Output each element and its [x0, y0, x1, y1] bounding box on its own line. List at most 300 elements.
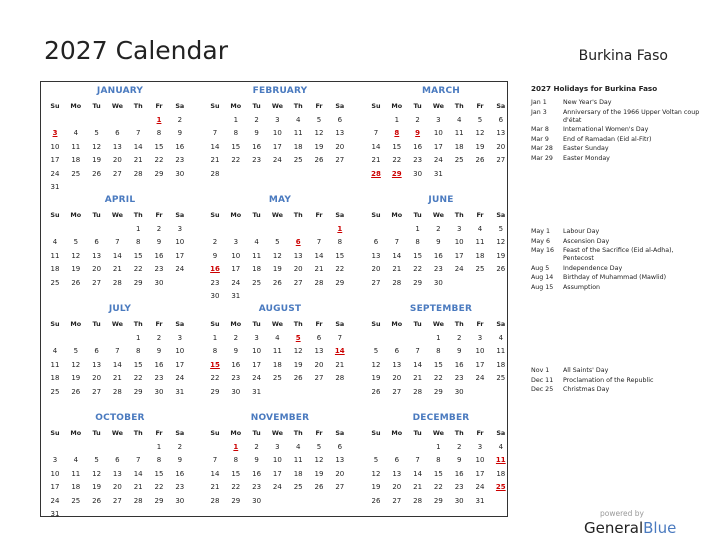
day-cell: 20 — [92, 374, 102, 383]
day-cell: 25 — [475, 265, 485, 274]
day-cell: 31 — [433, 169, 443, 178]
day-cell: 21 — [112, 265, 122, 274]
day-cell: 28 — [314, 278, 324, 287]
day-cell: 12 — [475, 129, 485, 138]
weekday-header: Tu — [252, 429, 261, 437]
day-cell: 11 — [475, 238, 485, 247]
day-cell: 24 — [475, 374, 485, 383]
day-cell: 21 — [335, 360, 345, 369]
weekday-header: Th — [454, 211, 464, 219]
holiday-item — [531, 265, 701, 273]
day-cell: 18 — [71, 483, 81, 492]
month-july — [45, 304, 195, 409]
day-cell: 21 — [210, 156, 220, 165]
month-august — [205, 304, 355, 409]
day-cell: 20 — [92, 265, 102, 274]
day-cell: 22 — [154, 483, 164, 492]
holiday-item — [531, 274, 701, 282]
weekday-header: We — [432, 429, 444, 437]
day-cell: 6 — [94, 238, 99, 247]
day-cell: 20 — [293, 265, 303, 274]
weekday-header: Su — [371, 320, 381, 328]
day-cell: 13 — [92, 251, 102, 260]
weekday-header: Th — [133, 211, 143, 219]
holiday-day-cell: 14 — [334, 347, 345, 356]
weekday-header: Sa — [496, 320, 506, 328]
weekday-header: Su — [210, 320, 220, 328]
weekday-header: Sa — [335, 102, 345, 110]
day-cell: 24 — [252, 374, 262, 383]
weekday-header: Th — [293, 211, 303, 219]
day-cell: 10 — [475, 456, 485, 465]
day-cell: 1 — [233, 116, 239, 124]
day-cell: 9 — [456, 456, 462, 465]
day-cell: 6 — [337, 116, 343, 124]
day-cell: 8 — [135, 347, 141, 356]
weekday-header: Fr — [315, 429, 323, 437]
day-cell: 23 — [175, 483, 185, 492]
day-cell: 15 — [154, 142, 164, 151]
day-cell: 5 — [316, 443, 322, 451]
holiday-day-cell: 11 — [495, 456, 506, 465]
day-cell: 26 — [92, 496, 102, 505]
day-cell: 28 — [392, 278, 402, 287]
day-cell: 6 — [394, 347, 400, 356]
day-cell: 16 — [175, 469, 185, 478]
weekday-header: Fr — [476, 102, 484, 110]
day-cell: 15 — [335, 251, 345, 260]
day-cell: 18 — [50, 374, 60, 383]
holiday-name: Independence Day — [563, 264, 623, 272]
day-cell: 29 — [133, 278, 143, 287]
day-cell: 29 — [154, 496, 164, 505]
day-cell: 8 — [415, 238, 420, 247]
month-january — [45, 86, 195, 191]
day-cell: 9 — [254, 456, 259, 465]
day-cell: 2 — [456, 334, 462, 342]
day-cell: 14 — [413, 360, 423, 369]
brand-general: General — [584, 519, 644, 537]
day-cell: 2 — [212, 238, 218, 247]
day-cell: 1 — [212, 334, 218, 342]
weekday-header: Sa — [175, 429, 185, 437]
holiday-item — [531, 247, 701, 263]
day-cell: 7 — [316, 238, 322, 247]
holiday-date: Aug 15 — [531, 283, 554, 291]
day-cell: 3 — [477, 334, 483, 342]
generalblue-logo[interactable] — [584, 519, 676, 537]
day-cell: 28 — [112, 278, 122, 287]
day-cell: 28 — [210, 496, 220, 505]
weekday-header: Su — [50, 102, 60, 110]
holiday-day-cell: 3 — [52, 129, 58, 138]
day-cell: 1 — [135, 225, 141, 233]
day-cell: 6 — [337, 443, 343, 451]
weekday-header: Tu — [413, 320, 422, 328]
month-name: JANUARY — [96, 86, 144, 96]
day-cell: 19 — [293, 360, 303, 369]
day-cell: 2 — [177, 443, 183, 451]
day-cell: 7 — [115, 238, 120, 247]
day-cell: 6 — [394, 456, 400, 465]
holiday-name: End of Ramadan (Eid al-Fitr) — [563, 135, 652, 143]
day-cell: 19 — [314, 142, 324, 151]
weekday-header: Tu — [413, 211, 422, 219]
day-cell: 25 — [496, 374, 506, 383]
day-cell: 13 — [293, 251, 303, 260]
day-cell: 2 — [177, 116, 183, 124]
holiday-item — [531, 228, 701, 236]
holiday-day-cell: 1 — [156, 116, 162, 124]
day-cell: 20 — [392, 374, 402, 383]
day-cell: 2 — [254, 116, 259, 124]
month-name: DECEMBER — [412, 413, 470, 423]
day-cell: 10 — [272, 129, 282, 138]
day-cell: 27 — [314, 374, 324, 383]
day-cell: 7 — [394, 238, 400, 247]
day-cell: 20 — [335, 142, 345, 151]
weekday-header: Tu — [252, 211, 261, 219]
weekday-header: Su — [50, 211, 60, 219]
day-cell: 30 — [154, 278, 164, 287]
day-cell: 27 — [335, 156, 345, 165]
day-cell: 3 — [456, 225, 462, 233]
day-cell: 5 — [73, 347, 79, 356]
day-cell: 8 — [156, 456, 162, 465]
day-cell: 24 — [175, 265, 185, 274]
day-cell: 10 — [454, 238, 464, 247]
day-cell: 3 — [177, 334, 183, 342]
month-name: SEPTEMBER — [409, 304, 473, 314]
weekday-header: Th — [293, 429, 303, 437]
day-cell: 26 — [475, 156, 485, 165]
day-cell: 23 — [413, 156, 423, 165]
holiday-date: Jan 1 — [531, 99, 547, 106]
month-may — [205, 195, 355, 300]
day-cell: 19 — [314, 469, 324, 478]
holiday-date: May 1 — [531, 228, 551, 235]
day-cell: 15 — [392, 142, 402, 151]
weekday-header: We — [111, 102, 123, 110]
day-cell: 2 — [415, 116, 420, 124]
holiday-date: Mar 9 — [531, 135, 549, 143]
month-november — [205, 413, 355, 518]
day-cell: 16 — [433, 251, 443, 260]
day-cell: 4 — [275, 334, 280, 342]
day-cell: 7 — [212, 129, 218, 138]
weekday-header: Tu — [92, 211, 101, 219]
weekday-header: Tu — [413, 102, 422, 110]
day-cell: 19 — [371, 483, 381, 492]
day-cell: 6 — [94, 347, 99, 356]
day-cell: 9 — [177, 129, 183, 138]
holiday-name: All Saints' Day — [563, 367, 609, 374]
day-cell: 7 — [135, 456, 141, 465]
day-cell: 15 — [154, 469, 164, 478]
day-cell: 10 — [272, 456, 282, 465]
weekday-header: Su — [50, 429, 60, 437]
holiday-date: Aug 5 — [531, 264, 550, 272]
day-cell: 3 — [477, 443, 483, 451]
holiday-item — [531, 109, 701, 125]
day-cell: 22 — [413, 265, 423, 274]
weekday-header: Fr — [315, 320, 323, 328]
day-cell: 11 — [50, 360, 60, 369]
day-cell: 10 — [175, 347, 185, 356]
day-cell: 6 — [373, 238, 379, 247]
day-cell: 8 — [135, 238, 141, 247]
day-cell: 4 — [477, 225, 483, 233]
day-cell: 7 — [115, 347, 120, 356]
day-cell: 17 — [50, 483, 60, 492]
day-cell: 17 — [454, 251, 464, 260]
day-cell: 17 — [252, 360, 262, 369]
day-cell: 14 — [210, 142, 220, 151]
weekday-header: Su — [210, 429, 220, 437]
holiday-day-cell: 15 — [210, 360, 220, 369]
holiday-day-cell: 16 — [210, 265, 220, 274]
day-cell: 15 — [133, 251, 143, 260]
weekday-header: We — [271, 320, 283, 328]
weekday-header: Sa — [496, 429, 506, 437]
day-cell: 20 — [496, 142, 506, 151]
day-cell: 29 — [413, 278, 423, 287]
day-cell: 22 — [154, 156, 164, 165]
holiday-group-1 — [531, 99, 701, 165]
day-cell: 10 — [475, 347, 485, 356]
day-cell: 10 — [50, 142, 60, 151]
month-december — [366, 413, 516, 518]
weekday-header: Fr — [155, 102, 163, 110]
day-cell: 13 — [335, 129, 345, 138]
day-cell: 3 — [177, 225, 183, 233]
day-cell: 30 — [175, 169, 185, 178]
country-name: Burkina Faso — [578, 48, 668, 64]
day-cell: 12 — [314, 456, 324, 465]
day-cell: 31 — [175, 387, 185, 396]
day-cell: 12 — [314, 129, 324, 138]
day-cell: 8 — [337, 238, 343, 247]
holiday-day-cell: 9 — [415, 129, 421, 138]
day-cell: 9 — [212, 251, 218, 260]
day-cell: 25 — [71, 496, 81, 505]
day-cell: 22 — [133, 374, 143, 383]
holiday-date: May 16 — [531, 247, 555, 255]
weekday-header: We — [111, 320, 123, 328]
day-cell: 11 — [71, 142, 81, 151]
weekday-header: Tu — [413, 429, 422, 437]
weekday-header: Fr — [315, 102, 323, 110]
month-name: AUGUST — [258, 304, 302, 314]
day-cell: 13 — [112, 142, 122, 151]
day-cell: 11 — [50, 251, 60, 260]
day-cell: 9 — [254, 129, 259, 138]
day-cell: 27 — [392, 496, 402, 505]
day-cell: 6 — [115, 129, 120, 138]
day-cell: 31 — [50, 510, 60, 518]
day-cell: 18 — [272, 360, 282, 369]
calendar-grid — [40, 81, 508, 517]
day-cell: 9 — [436, 238, 441, 247]
holiday-date: Jan 3 — [531, 108, 547, 116]
weekday-header: Fr — [476, 429, 484, 437]
day-cell: 18 — [475, 251, 485, 260]
day-cell: 16 — [454, 469, 464, 478]
month-name: JUNE — [428, 195, 454, 205]
day-cell: 26 — [92, 169, 102, 178]
weekday-header: Th — [454, 102, 464, 110]
holiday-day-cell: 25 — [495, 483, 506, 492]
day-cell: 7 — [135, 129, 141, 138]
day-cell: 14 — [210, 469, 220, 478]
day-cell: 26 — [71, 387, 81, 396]
weekday-header: Su — [210, 211, 220, 219]
day-cell: 28 — [335, 374, 345, 383]
day-cell: 28 — [133, 496, 143, 505]
day-cell: 24 — [50, 169, 60, 178]
holiday-date: Mar 28 — [531, 145, 553, 153]
day-cell: 14 — [133, 469, 143, 478]
day-cell: 8 — [436, 456, 441, 465]
day-cell: 24 — [175, 374, 185, 383]
month-name: JULY — [108, 304, 132, 314]
day-cell: 5 — [373, 456, 379, 465]
holiday-name: International Women's Day — [563, 126, 649, 134]
day-cell: 27 — [293, 278, 303, 287]
day-cell: 15 — [433, 360, 443, 369]
day-cell: 14 — [413, 469, 423, 478]
day-cell: 24 — [272, 156, 282, 165]
day-cell: 16 — [154, 251, 164, 260]
day-cell: 13 — [92, 360, 102, 369]
day-cell: 30 — [210, 292, 220, 300]
day-cell: 16 — [154, 360, 164, 369]
holiday-date: May 6 — [531, 237, 551, 245]
weekday-header: Tu — [252, 102, 261, 110]
day-cell: 19 — [475, 142, 485, 151]
weekday-header: Sa — [496, 102, 506, 110]
day-cell: 25 — [293, 156, 303, 165]
holiday-item — [531, 99, 701, 107]
holiday-date: Aug 14 — [531, 274, 554, 282]
month-september — [366, 304, 516, 409]
day-cell: 15 — [231, 469, 241, 478]
weekday-header: Th — [133, 429, 143, 437]
day-cell: 2 — [156, 334, 162, 342]
holiday-day-cell: 1 — [337, 225, 343, 233]
day-cell: 11 — [293, 456, 303, 465]
day-cell: 28 — [210, 169, 220, 178]
day-cell: 23 — [154, 374, 164, 383]
day-cell: 17 — [433, 142, 443, 151]
weekday-header: Mo — [391, 102, 403, 110]
day-cell: 31 — [231, 292, 241, 300]
weekday-header: Su — [371, 102, 381, 110]
day-cell: 31 — [252, 387, 262, 396]
weekday-header: Th — [133, 102, 143, 110]
weekday-header: Mo — [391, 320, 403, 328]
day-cell: 29 — [433, 496, 443, 505]
holiday-name: Birthday of Muhammad (Mawlid) — [563, 274, 667, 282]
day-cell: 23 — [252, 483, 262, 492]
day-cell: 21 — [133, 156, 143, 165]
weekday-header: Th — [133, 320, 143, 328]
day-cell: 15 — [413, 251, 423, 260]
weekday-header: Sa — [335, 211, 345, 219]
month-name: NOVEMBER — [250, 413, 310, 423]
day-cell: 26 — [272, 278, 282, 287]
day-cell: 6 — [498, 116, 504, 124]
day-cell: 29 — [133, 387, 143, 396]
holiday-item — [531, 367, 701, 375]
weekday-header: Tu — [92, 102, 101, 110]
day-cell: 10 — [175, 238, 185, 247]
day-cell: 14 — [112, 251, 122, 260]
day-cell: 28 — [413, 496, 423, 505]
holiday-name: Anniversary of the 1966 Upper Voltan coup d'état — [563, 108, 700, 124]
page-title: 2027 Calendar — [44, 36, 228, 65]
holiday-day-cell: 5 — [295, 334, 301, 342]
day-cell: 12 — [71, 251, 81, 260]
day-cell: 14 — [392, 251, 402, 260]
weekday-header: Mo — [70, 211, 82, 219]
day-cell: 24 — [231, 278, 241, 287]
holiday-day-cell: 28 — [371, 169, 381, 178]
day-cell: 11 — [272, 347, 282, 356]
day-cell: 29 — [210, 387, 220, 396]
weekday-header: Mo — [70, 320, 82, 328]
day-cell: 16 — [413, 142, 423, 151]
day-cell: 17 — [175, 360, 185, 369]
day-cell: 30 — [252, 496, 262, 505]
day-cell: 12 — [496, 238, 506, 247]
day-cell: 11 — [293, 129, 303, 138]
day-cell: 7 — [415, 347, 420, 356]
month-name: MAY — [268, 195, 292, 205]
holiday-date: Dec 25 — [531, 386, 554, 394]
day-cell: 25 — [454, 156, 464, 165]
day-cell: 21 — [392, 265, 402, 274]
day-cell: 20 — [392, 483, 402, 492]
day-cell: 24 — [50, 496, 60, 505]
weekday-header: Mo — [230, 102, 242, 110]
day-cell: 27 — [335, 483, 345, 492]
day-cell: 21 — [314, 265, 324, 274]
day-cell: 24 — [454, 265, 464, 274]
day-cell: 11 — [71, 469, 81, 478]
day-cell: 14 — [112, 360, 122, 369]
day-cell: 4 — [295, 443, 301, 451]
day-cell: 19 — [272, 265, 282, 274]
day-cell: 26 — [314, 483, 324, 492]
day-cell: 23 — [433, 265, 443, 274]
day-cell: 27 — [371, 278, 381, 287]
day-cell: 12 — [371, 360, 381, 369]
day-cell: 22 — [392, 156, 402, 165]
day-cell: 30 — [433, 278, 443, 287]
weekday-header: Mo — [391, 211, 403, 219]
day-cell: 2 — [233, 334, 239, 342]
day-cell: 13 — [314, 347, 324, 356]
day-cell: 6 — [115, 456, 120, 465]
weekday-header: We — [271, 429, 283, 437]
day-cell: 5 — [73, 238, 79, 247]
holidays-title: 2027 Holidays for Burkina Faso — [531, 84, 658, 93]
day-cell: 2 — [254, 443, 259, 451]
holiday-name: Christmas Day — [563, 386, 610, 394]
day-cell: 3 — [275, 443, 280, 451]
day-cell: 22 — [133, 265, 143, 274]
